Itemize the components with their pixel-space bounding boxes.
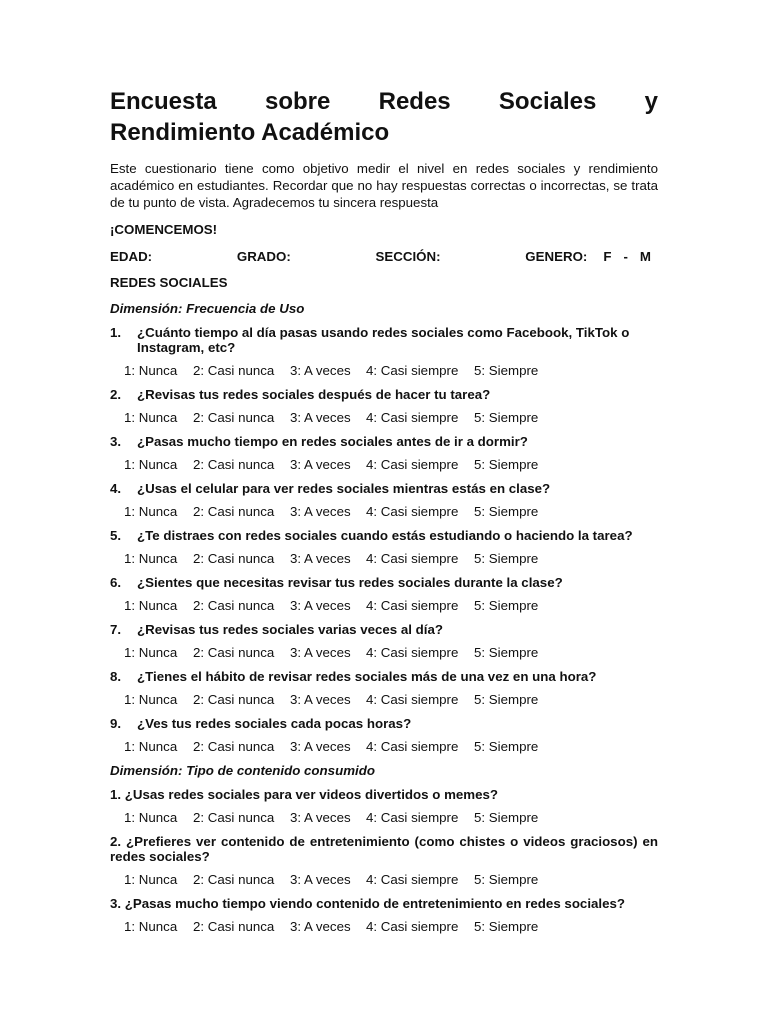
scale-option: 1: Nunca <box>124 645 178 660</box>
scale-option: 1: Nunca <box>124 739 178 754</box>
section-heading: REDES SOCIALES <box>110 275 228 290</box>
dimension-1-title: Dimensión: Frecuencia de Uso <box>110 301 305 316</box>
scale-option: 1: Nunca <box>124 692 178 707</box>
scale-option: 1: Nunca <box>124 872 178 887</box>
scale-option: 2: Casi nunca <box>193 645 275 660</box>
scale-option: 4: Casi siempre <box>366 504 459 519</box>
scale-option: 1: Nunca <box>124 919 178 934</box>
scale-option: 2: Casi nunca <box>193 457 275 472</box>
question-text: ¿Prefieres ver contenido de entretenimiento (como chistes o videos graciosos) en redes sociales? <box>110 834 658 864</box>
scale-option: 2: Casi nunca <box>193 504 275 519</box>
scale-option: 1: Nunca <box>124 598 178 613</box>
title-word: sobre <box>264 88 331 115</box>
scale-option: 3: A veces <box>290 739 351 754</box>
question-number: 5. <box>110 528 122 543</box>
title-word: y <box>644 88 658 115</box>
scale-option: 2: Casi nunca <box>193 598 275 613</box>
question-text: ¿Sientes que necesitas revisar tus redes sociales durante la clase? <box>137 575 563 590</box>
scale-option: 4: Casi siempre <box>366 457 459 472</box>
question-text: ¿Tienes el hábito de revisar redes sociales más de una vez en una hora? <box>137 669 597 684</box>
question-item <box>110 575 658 590</box>
question-item <box>110 434 658 449</box>
question-item <box>110 481 658 496</box>
scale-option: 2: Casi nunca <box>193 410 275 425</box>
scale-option: 3: A veces <box>290 692 351 707</box>
title-word: Redes <box>378 88 451 115</box>
grade-field-label: GRADO: <box>236 249 291 264</box>
scale-option: 3: A veces <box>290 504 351 519</box>
question-text: ¿Usas el celular para ver redes sociales mientras estás en clase? <box>137 481 551 496</box>
scale-option: 3: A veces <box>290 457 351 472</box>
scale-option: 2: Casi nunca <box>193 810 275 825</box>
question-text: ¿Pasas mucho tiempo viendo contenido de entretenimiento en redes sociales? <box>124 896 626 911</box>
lets-start-heading: ¡COMENCEMOS! <box>110 222 218 237</box>
question-text: ¿Te distraes con redes sociales cuando estás estudiando o haciendo la tarea? <box>137 528 633 543</box>
answer-scale <box>110 645 658 661</box>
scale-option: 5: Siempre <box>474 410 539 425</box>
scale-option: 5: Siempre <box>474 810 539 825</box>
scale-option: 4: Casi siempre <box>366 919 459 934</box>
scale-option: 3: A veces <box>290 551 351 566</box>
scale-option: 5: Siempre <box>474 363 539 378</box>
question-item <box>110 387 658 402</box>
scale-option: 4: Casi siempre <box>366 410 459 425</box>
answer-scale <box>110 410 658 426</box>
scale-option: 4: Casi siempre <box>366 692 459 707</box>
scale-option: 2: Casi nunca <box>193 363 275 378</box>
scale-option: 2: Casi nunca <box>193 551 275 566</box>
scale-option: 5: Siempre <box>474 551 539 566</box>
answer-scale <box>110 598 658 614</box>
question-number: 2. <box>110 387 122 402</box>
scale-option: 1: Nunca <box>124 551 178 566</box>
answer-scale <box>110 810 658 826</box>
answer-scale <box>110 872 658 888</box>
dimension-2-questions <box>110 787 658 935</box>
scale-option: 5: Siempre <box>474 739 539 754</box>
scale-option: 5: Siempre <box>474 504 539 519</box>
answer-scale <box>110 504 658 520</box>
question-item <box>110 528 658 543</box>
question-number: 9. <box>110 716 122 731</box>
scale-option: 2: Casi nunca <box>193 919 275 934</box>
gender-field <box>525 248 651 265</box>
answer-scale <box>110 551 658 567</box>
scale-option: 3: A veces <box>290 810 351 825</box>
question-text: ¿Pasas mucho tiempo en redes sociales antes de ir a dormir? <box>137 434 528 449</box>
scale-option: 5: Siempre <box>474 919 539 934</box>
age-field-label: EDAD: <box>110 249 153 264</box>
question-number: 1. <box>110 787 122 802</box>
answer-scale <box>110 457 658 473</box>
question-text: ¿Cuánto tiempo al día pasas usando redes sociales como Facebook, TikTok o Instagram, etc? <box>137 325 630 355</box>
scale-option: 5: Siempre <box>474 598 539 613</box>
section-field-label: SECCIÓN: <box>375 249 441 264</box>
scale-option: 1: Nunca <box>124 363 178 378</box>
title-line-1 <box>110 86 658 117</box>
scale-option: 2: Casi nunca <box>193 872 275 887</box>
scale-option: 1: Nunca <box>124 410 178 425</box>
question-number: 8. <box>110 669 122 684</box>
scale-option: 3: A veces <box>290 598 351 613</box>
dimension-1-questions <box>110 325 658 755</box>
question-number: 3. <box>110 434 122 449</box>
scale-option: 5: Siempre <box>474 645 539 660</box>
answer-scale <box>110 919 658 935</box>
gender-field-label: GENERO: <box>525 249 588 264</box>
question-number: 3. <box>110 896 122 911</box>
question-number: 6. <box>110 575 122 590</box>
scale-option: 3: A veces <box>290 919 351 934</box>
scale-option: 3: A veces <box>290 645 351 660</box>
title-word: Sociales <box>498 88 597 115</box>
answer-scale <box>110 739 658 755</box>
question-item <box>110 834 658 864</box>
scale-option: 4: Casi siempre <box>366 810 459 825</box>
question-number: 4. <box>110 481 122 496</box>
question-text: ¿Ves tus redes sociales cada pocas horas? <box>137 716 412 731</box>
title-word: Encuesta <box>110 88 217 115</box>
question-item <box>110 622 658 637</box>
answer-scale <box>110 363 658 379</box>
question-text: ¿Usas redes sociales para ver videos divertidos o memes? <box>124 787 499 802</box>
scale-option: 4: Casi siempre <box>366 739 459 754</box>
student-fields <box>110 248 651 265</box>
scale-option: 4: Casi siempre <box>366 645 459 660</box>
question-item <box>110 716 658 731</box>
scale-option: 1: Nunca <box>124 810 178 825</box>
scale-option: 3: A veces <box>290 872 351 887</box>
scale-option: 2: Casi nunca <box>193 739 275 754</box>
gender-option-f: F <box>603 249 612 264</box>
question-item <box>110 896 658 911</box>
scale-option: 1: Nunca <box>124 457 178 472</box>
question-item <box>110 669 658 684</box>
scale-option: 4: Casi siempre <box>366 551 459 566</box>
scale-option: 5: Siempre <box>474 457 539 472</box>
question-number: 7. <box>110 622 122 637</box>
scale-option: 4: Casi siempre <box>366 363 459 378</box>
scale-option: 1: Nunca <box>124 504 178 519</box>
scale-option: 5: Siempre <box>474 872 539 887</box>
scale-option: 5: Siempre <box>474 692 539 707</box>
page-title <box>110 86 658 148</box>
scale-option: 4: Casi siempre <box>366 598 459 613</box>
title-line-2: Rendimiento Académico <box>110 119 390 146</box>
scale-option: 4: Casi siempre <box>366 872 459 887</box>
question-item <box>110 787 658 802</box>
question-text: ¿Revisas tus redes sociales después de hacer tu tarea? <box>137 387 491 402</box>
question-number: 1. <box>110 325 122 340</box>
question-item <box>110 325 658 355</box>
scale-option: 3: A veces <box>290 363 351 378</box>
gender-option-m: M <box>639 249 651 264</box>
gender-separator: - <box>623 249 628 264</box>
dimension-2-title: Dimensión: Tipo de contenido consumido <box>110 763 375 778</box>
scale-option: 3: A veces <box>290 410 351 425</box>
question-text: ¿Revisas tus redes sociales varias veces al día? <box>137 622 444 637</box>
question-number: 2. <box>110 834 122 849</box>
answer-scale <box>110 692 658 708</box>
intro-paragraph: Este cuestionario tiene como objetivo medir el nivel en redes sociales y rendimiento académico en estudiantes. Recordar que no hay respuestas correctas o incorrectas, se trata de tu punto de vista. Agradecemos tu sincera respuesta <box>110 161 658 210</box>
survey-content <box>110 86 658 935</box>
scale-option: 2: Casi nunca <box>193 692 275 707</box>
